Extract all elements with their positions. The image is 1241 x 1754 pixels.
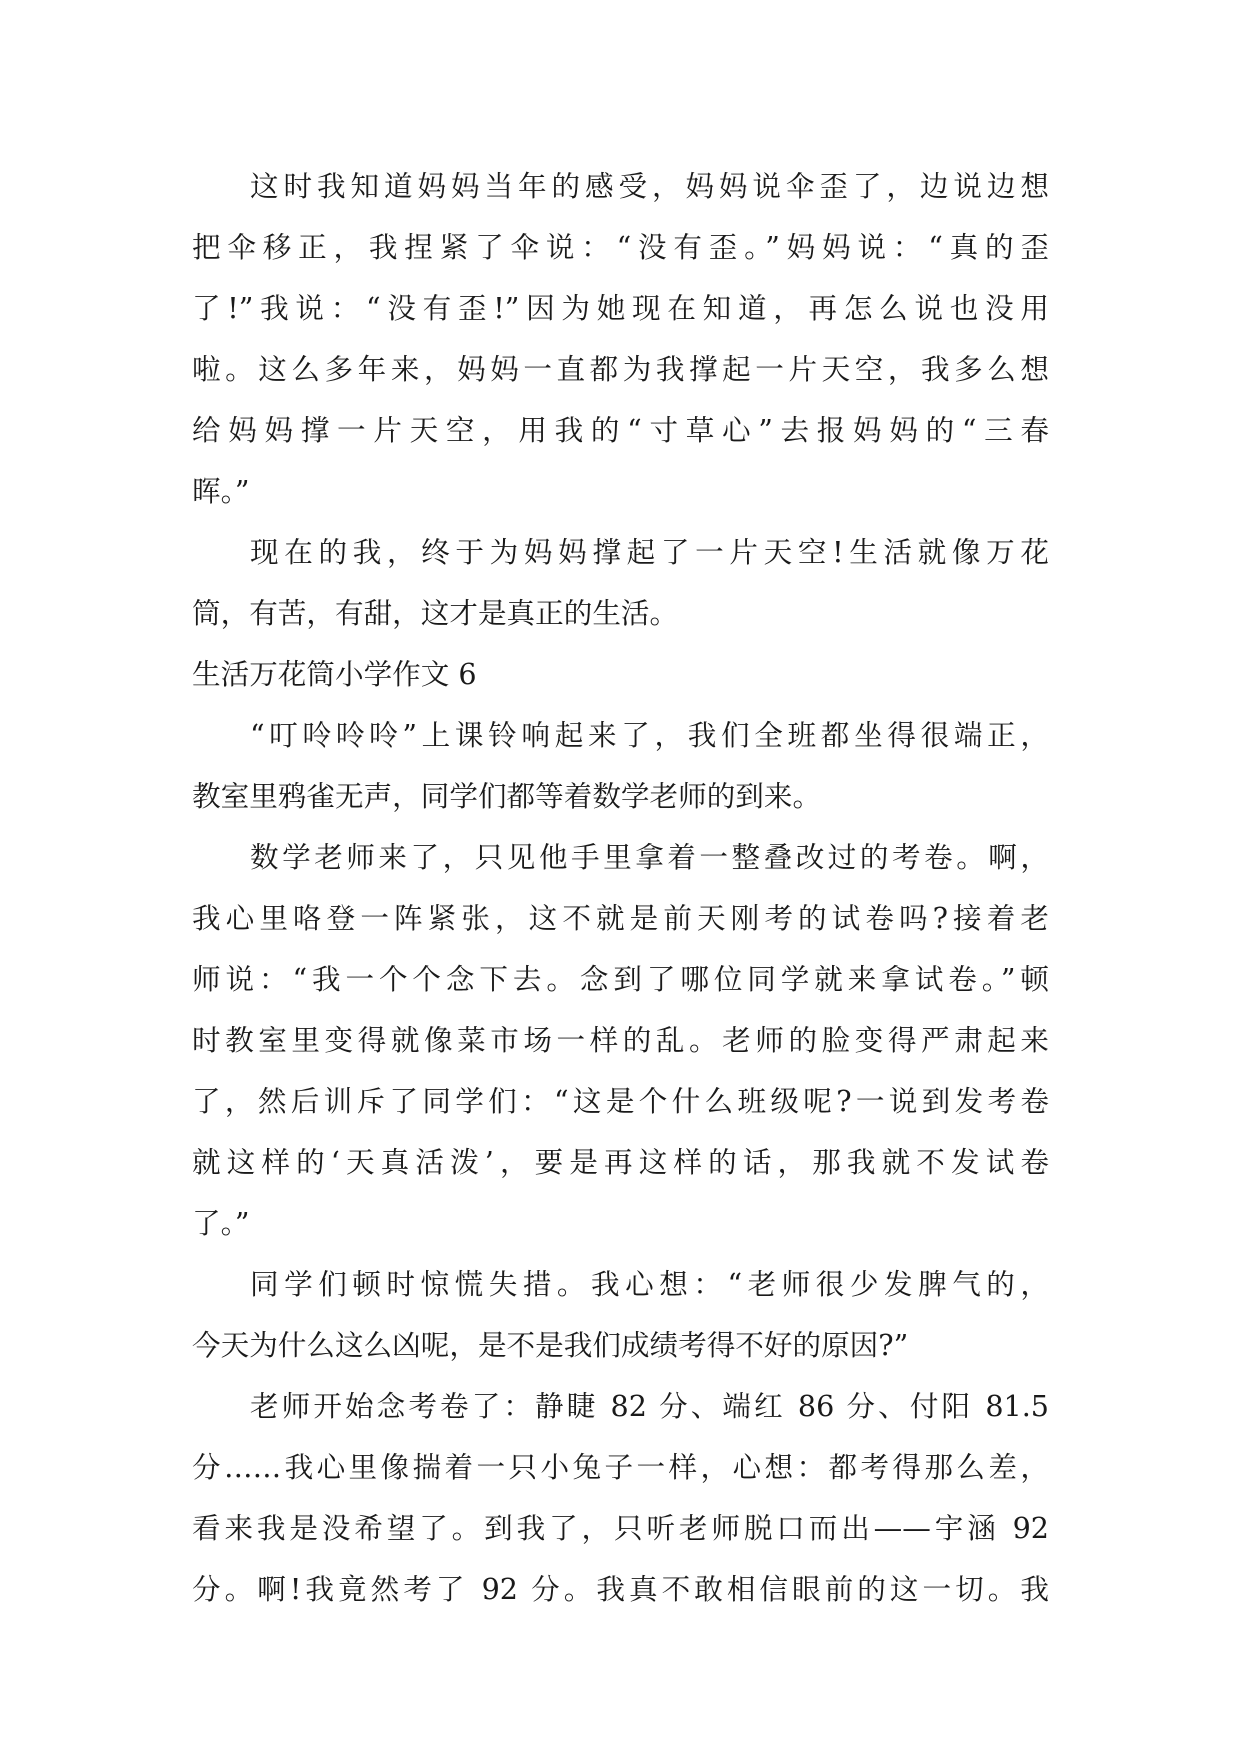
paragraph-line: 把伞移正，我捏紧了伞说：“没有歪。”妈妈说：“真的歪 xyxy=(192,230,1049,264)
paragraph-line: 了!”我说：“没有歪!”因为她现在知道，再怎么说也没用 xyxy=(192,291,1049,325)
paragraph-line: 分。啊!我竟然考了 92 分。我真不敢相信眼前的这一切。我 xyxy=(192,1572,1049,1606)
paragraph-line: 了。” xyxy=(192,1206,250,1240)
paragraph-line: 分……我心里像揣着一只小兔子一样，心想：都考得那么差， xyxy=(192,1450,1049,1484)
paragraph-line: 我心里咯登一阵紧张，这不就是前天刚考的试卷吗?接着老 xyxy=(192,901,1049,935)
paragraph-line: “叮呤呤呤”上课铃响起来了，我们全班都坐得很端正， xyxy=(250,718,1049,752)
paragraph-line: 给妈妈撑一片天空，用我的“寸草心”去报妈妈的“三春 xyxy=(192,413,1049,447)
paragraph-line: 晖。” xyxy=(192,474,250,508)
paragraph-line: 师说：“我一个个念下去。念到了哪位同学就来拿试卷。”顿 xyxy=(192,962,1049,996)
paragraph-line: 啦。这么多年来，妈妈一直都为我撑起一片天空，我多么想 xyxy=(192,352,1049,386)
paragraph-line: 老师开始念考卷了：静睫 82 分、端红 86 分、付阳 81.5 xyxy=(250,1389,1049,1423)
paragraph-line: 这时我知道妈妈当年的感受，妈妈说伞歪了，边说边想 xyxy=(250,169,1049,203)
paragraph-line: 数学老师来了，只见他手里拿着一整叠改过的考卷。啊， xyxy=(250,840,1049,874)
paragraph-line: 就这样的‘天真活泼’，要是再这样的话，那我就不发试卷 xyxy=(192,1145,1049,1179)
paragraph-line: 看来我是没希望了。到我了，只听老师脱口而出——宇涵 92 xyxy=(192,1511,1049,1545)
paragraph-line: 教室里鸦雀无声，同学们都等着数学老师的到来。 xyxy=(192,779,822,813)
paragraph-line: 时教室里变得就像菜市场一样的乱。老师的脸变得严肃起来 xyxy=(192,1023,1049,1057)
section-heading: 生活万花筒小学作文 6 xyxy=(192,657,477,691)
paragraph-line: 同学们顿时惊慌失措。我心想：“老师很少发脾气的， xyxy=(250,1267,1049,1301)
paragraph-line: 筒，有苦，有甜，这才是真正的生活。 xyxy=(192,596,679,630)
paragraph-line: 今天为什么这么凶呢，是不是我们成绩考得不好的原因?” xyxy=(192,1328,909,1362)
paragraph-line: 了，然后训斥了同学们：“这是个什么班级呢?一说到发考卷 xyxy=(192,1084,1049,1118)
paragraph-line: 现在的我，终于为妈妈撑起了一片天空!生活就像万花 xyxy=(250,535,1049,569)
